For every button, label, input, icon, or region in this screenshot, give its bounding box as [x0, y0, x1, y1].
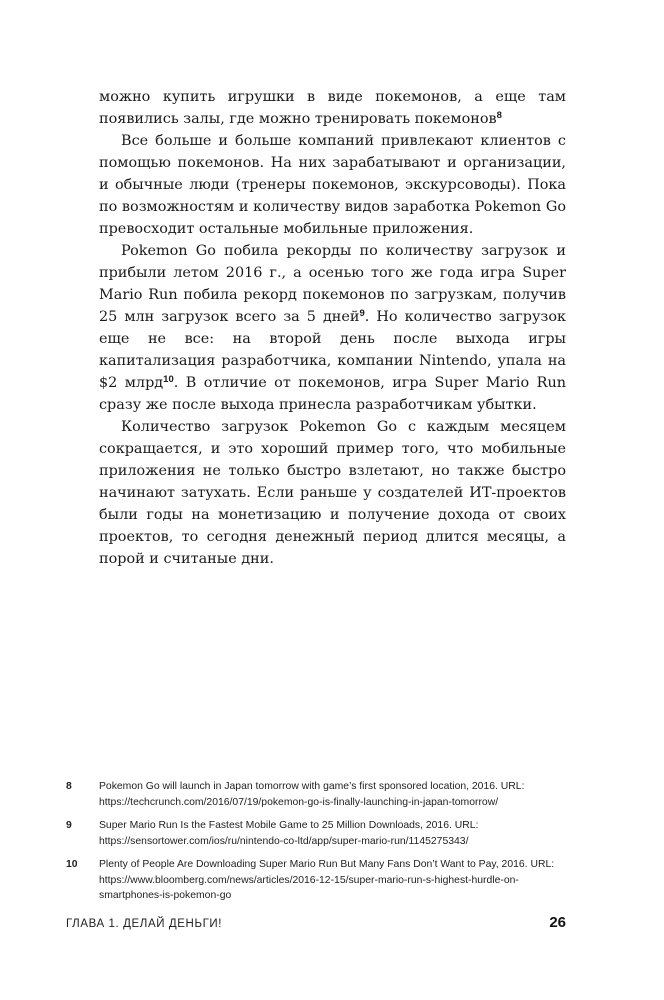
- chapter-title: ГЛАВА 1. ДЕЛАЙ ДЕНЬГИ!: [66, 918, 223, 930]
- footnote-item: [66, 779, 566, 810]
- footnote-item: [66, 857, 566, 904]
- paragraph-companies: Все больше и больше компаний привлекают клиентов с помощью покемонов. На них зарабатывают и организации, и обычные люди (тренеры покемонов, экскурсоводы). Пока по возможностям и количеству видов заработка Pokemon Go превосходит остальные мобильные приложения.: [99, 133, 566, 237]
- main-text: [99, 86, 566, 570]
- page-number: 26: [549, 914, 566, 931]
- footnote-text: Plenty of People Are Downloading Super Mario Run But Many Fans Don’t Want to Pay, 2016. URL: https://www.bloomberg.com/news/articles/2016-12-15/super-mario-run-s-highest-hurdle-on-smartphones-is-pokemon-go: [99, 859, 555, 901]
- footnote-item: [66, 818, 566, 849]
- paragraph-decline: Количество загрузок Pokemon Go с каждым месяцем сокращается, и это хороший пример того, что мобильные приложения не только быстро взлетают, но также быстро начинают затухать. Если раньше у создателей ИТ-проектов были годы на монетизацию и получение дохода от своих проектов, то сегодня денежный период длится месяцы, а порой и считаные дни.: [99, 419, 566, 567]
- footnote-ref-9[interactable]: 9: [359, 308, 365, 319]
- paragraph-records: Pokemon Go побила рекорды по количеству загрузок и прибыли летом 2016 г., а осенью того же года игра Super Mario Run побила рекорд покемонов по загрузкам, получив 25 млн загрузок всего за 5 дней$^9$. Но количество загрузок еще не все: на второй день после выхода игры капитализация разработчика, компании Nintendo, упала на $2 млрд$^{10}$. В отличие от покемонов, игра Super Mario Run сразу же после выхода принесла разработчикам убытки.: [99, 243, 566, 413]
- footnote-ref-8[interactable]: 8: [496, 110, 502, 121]
- paragraph-continued: можно купить игрушки в виде покемонов, а еще там появились залы, где можно тренировать покемонов$^8$: [99, 89, 566, 127]
- footnote-number: 10: [66, 859, 78, 870]
- footnotes: [66, 779, 566, 912]
- footnote-number: 8: [66, 781, 72, 792]
- footnote-text: Pokemon Go will launch in Japan tomorrow with game’s first sponsored location, 2016. URL: https://techcrunch.com/2016/07/19/pokemon-go-is-finally-launching-in-japan-tomorrow/: [99, 781, 525, 808]
- footnote-ref-10[interactable]: 10: [163, 374, 174, 385]
- page-footer: [66, 914, 566, 931]
- footnote-text: Super Mario Run Is the Fastest Mobile Game to 25 Million Downloads, 2016. URL: https://sensortower.com/ios/ru/nintendo-co-ltd/app/super-mario-run/1145275343/: [99, 820, 479, 847]
- footnote-number: 9: [66, 820, 72, 831]
